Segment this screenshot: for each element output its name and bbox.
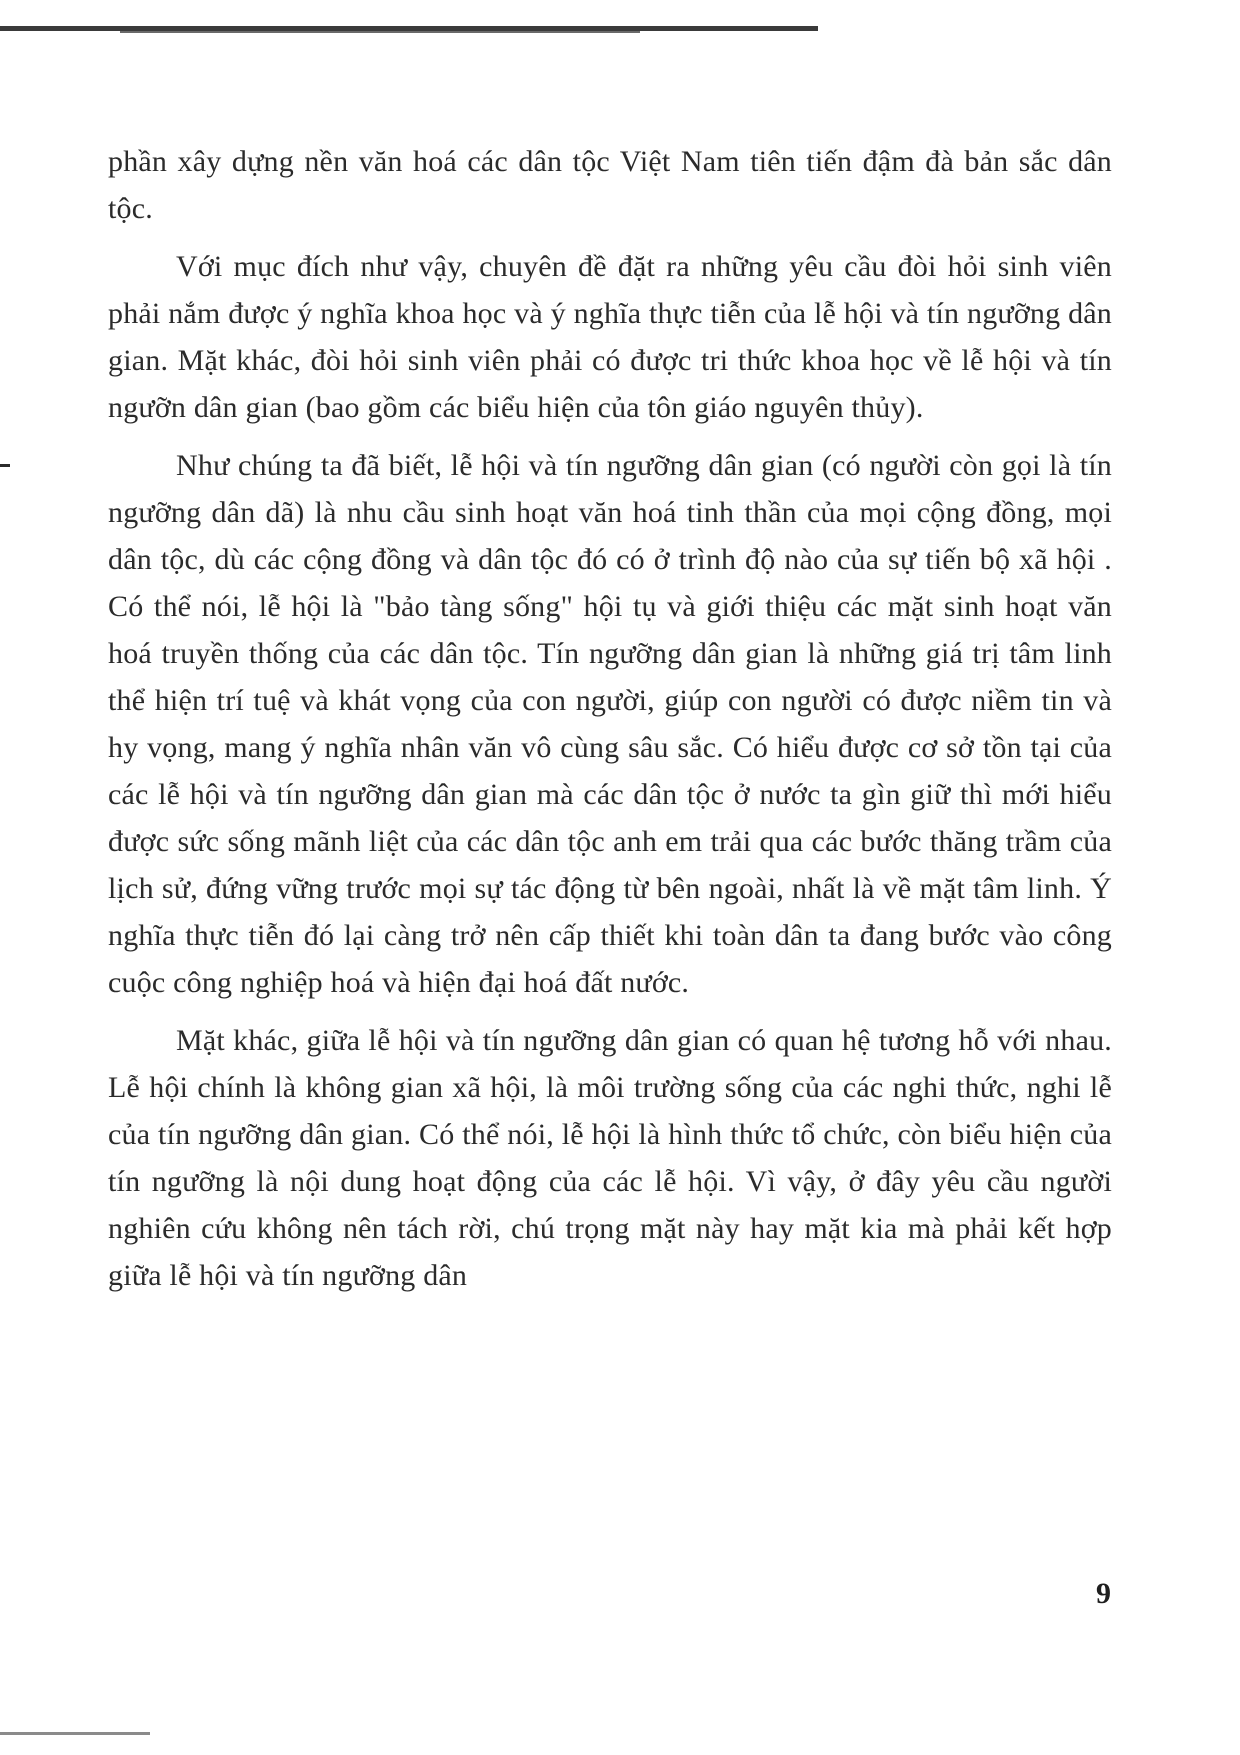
page-body-text [108, 138, 1112, 1299]
scan-bottom-border [0, 1732, 150, 1735]
paragraph-continuation: phần xây dựng nền văn hoá các dân tộc Việt Nam tiên tiến đậm đà bản sắc dân tộc. [108, 145, 1112, 225]
paragraph-festival-belief: Như chúng ta đã biết, lễ hội và tín ngưỡng dân gian (có người còn gọi là tín ngưỡng dân dã) là nhu cầu sinh hoạt văn hoá tinh thần của mọi cộng đồng, mọi dân tộc, dù các cộng đồng và dân tộc đó có ở trình độ nào của sự tiến bộ xã hội . Có thể nói, lễ hội là "bảo tàng sống" hội tụ và giới thiệu các mặt sinh hoạt văn hoá truyền thống của các dân tộc. Tín ngưỡng dân gian là những giá trị tâm linh thể hiện trí tuệ và khát vọng của con người, giúp con người có được niềm tin và hy vọng, mang ý nghĩa nhân văn vô cùng sâu sắc. Có hiểu được cơ sở tồn tại của các lễ hội và tín ngưỡng dân gian mà các dân tộc ở nước ta gìn giữ thì mới hiểu được sức sống mãnh liệt của các dân tộc anh em trải qua các bước thăng trầm của lịch sử, đứng vững trước mọi sự tác động từ bên ngoài, nhất là về mặt tâm linh. Ý nghĩa thực tiễn đó lại càng trở nên cấp thiết khi toàn dân ta đang bước vào công cuộc công nghiệp hoá và hiện đại hoá đất nước. [108, 449, 1112, 999]
scan-margin-mark [0, 464, 10, 467]
scan-top-border [0, 26, 818, 31]
paragraph-relationship: Mặt khác, giữa lễ hội và tín ngưỡng dân gian có quan hệ tương hỗ với nhau. Lễ hội chính là không gian xã hội, là môi trường sống của các nghi thức, nghi lễ của tín ngưỡng dân gian. Có thể nói, lễ hội là hình thức tổ chức, còn biểu hiện của tín ngưỡng là nội dung hoạt động của các lễ hội. Vì vậy, ở đây yêu cầu người nghiên cứu không nên tách rời, chú trọng mặt này hay mặt kia mà phải kết hợp giữa lễ hội và tín ngưỡng dân [108, 1024, 1112, 1292]
page-number: 9 [1096, 1577, 1111, 1610]
paragraph-purpose: Với mục đích như vậy, chuyên đề đặt ra những yêu cầu đòi hỏi sinh viên phải nắm được ý nghĩa khoa học và ý nghĩa thực tiễn của lễ hội và tín ngưỡng dân gian. Mặt khác, đòi hỏi sinh viên phải có được tri thức khoa học về lễ hội và tín ngưỡn dân gian (bao gồm các biểu hiện của tôn giáo nguyên thủy). [108, 250, 1112, 424]
